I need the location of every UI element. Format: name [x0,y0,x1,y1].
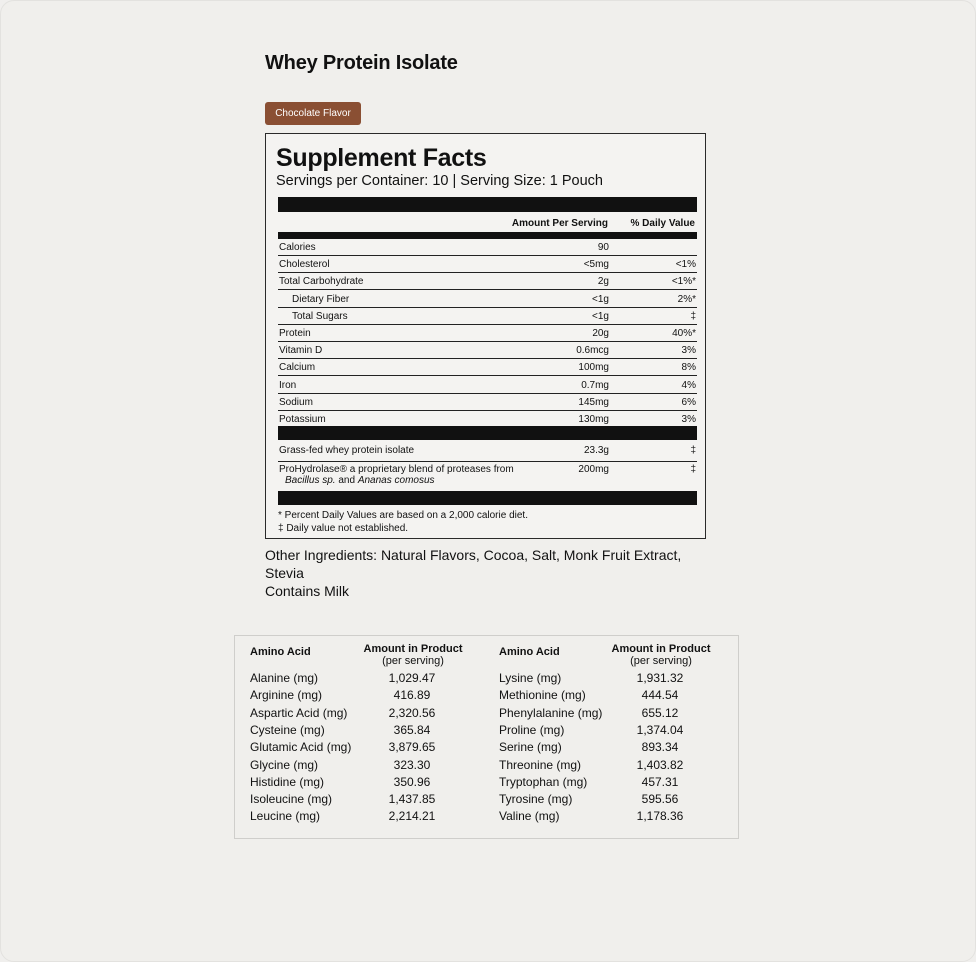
thick-divider [278,426,697,440]
nutrient-name: Calories [279,242,316,253]
nutrient-row [278,273,697,290]
amino-acid-value: 893.34 [641,740,679,755]
amino-acid-name: Phenylalanine (mg) [499,705,603,720]
nutrient-row [278,394,697,411]
nutrient-daily-value: ‡ [690,310,696,322]
nutrient-name: Total Sugars [292,310,348,322]
amino-acid-value: 444.54 [641,688,679,703]
nutrient-daily-value: 8% [681,362,696,374]
footnote-percent: * Percent Daily Values are based on a 2,000 calorie diet. [278,510,528,521]
nutrient-amount: 0.7mg [581,379,609,391]
nutrient-name: Calcium [279,362,316,374]
blend-name-connector: and [335,475,358,486]
thick-divider [278,491,697,505]
thick-divider [278,197,697,212]
nutrient-daily-value: 40%* [672,328,696,339]
amino-acid-name: Lysine (mg) [499,671,562,685]
amino-acid-value: 1,374.04 [636,722,684,737]
amino-acid-name: Tyrosine (mg) [499,792,573,807]
amino-acid-name: Aspartic Acid (mg) [250,705,348,720]
nutrient-row [278,377,697,394]
amino-col-amount-title: Amount in Product [363,643,463,655]
nutrient-name: Sodium [279,396,313,408]
amino-acid-value: 1,931.32 [636,671,684,685]
amino-acid-value: 416.89 [393,688,431,703]
amino-acid-name: Histidine (mg) [250,774,325,789]
amino-col-amount-header [601,643,721,667]
nutrient-daily-value: 3% [681,414,696,425]
amino-col-amount-sub: (per serving) [630,655,692,667]
nutrient-name: Protein [279,328,311,339]
blend-amount: 200mg [578,464,609,475]
amino-acid-name: Valine (mg) [499,809,560,824]
nutrient-amount: 145mg [578,396,609,408]
nutrient-row [278,291,697,308]
footnote-dagger: ‡ Daily value not established. [278,523,409,534]
amino-acid-value: 1,029.47 [388,671,436,685]
amino-col-acid-header: Amino Acid [499,646,560,658]
nutrient-name: Iron [279,379,297,391]
nutrient-name: Potassium [279,414,326,425]
blend-name-species: Bacillus sp. [285,475,336,486]
amino-col-amount-header [353,643,473,667]
blend-row [278,445,697,462]
amino-acid-value: 1,178.36 [636,809,684,824]
flavor-badge[interactable]: Chocolate Flavor [265,102,361,125]
blend-dv: ‡ [690,464,696,475]
blend-name-line1: ProHydrolase® a proprietary blend of proteases from [279,464,514,475]
nutrient-daily-value: 4% [681,379,696,391]
nutrient-daily-value: <1% [675,259,696,271]
amino-acid-value: 365.84 [393,722,431,737]
nutrient-amount: 130mg [578,414,609,425]
nutrient-row [278,239,697,256]
amino-acid-value: 350.96 [393,774,431,789]
amino-acid-name: Methionine (mg) [499,688,586,703]
nutrient-daily-value: <1%* [671,276,696,288]
nutrient-row [278,325,697,342]
nutrient-amount: 100mg [578,362,609,374]
nutrient-amount: <1g [592,310,609,322]
amino-acid-value: 2,320.56 [388,705,436,720]
amino-acid-name: Serine (mg) [499,740,562,755]
amino-acid-name: Alanine (mg) [250,671,319,685]
supplement-facts-heading: Supplement Facts [276,144,487,172]
amino-acid-value: 595.56 [641,792,679,807]
blend-name-species: Ananas comosus [357,475,435,486]
blend-amount: 23.3g [583,445,609,456]
amino-acid-value: 1,437.85 [388,792,436,807]
nutrient-row [278,359,697,376]
amino-acid-name: Tryptophan (mg) [499,774,588,789]
nutrient-row [278,342,697,359]
nutrient-amount: 20g [592,328,609,339]
nutrient-daily-value: 2%* [677,293,696,305]
nutrient-daily-value: 3% [681,345,696,357]
amino-acid-name: Proline (mg) [499,722,565,737]
supplement-facts-panel [265,133,706,539]
nutrient-name: Total Carbohydrate [279,276,364,288]
allergen-statement: Contains Milk [265,583,350,599]
amino-acid-value: 323.30 [393,757,431,772]
amino-col-acid-header: Amino Acid [250,646,311,658]
amino-acid-name: Cysteine (mg) [250,722,325,737]
col-amount-header: Amount Per Serving [511,218,608,229]
amino-acid-value: 2,214.21 [388,809,436,824]
medium-divider [278,232,697,239]
nutrient-amount: 2g [597,276,609,288]
nutrient-amount: 90 [597,242,609,253]
nutrient-amount: <1g [592,293,609,305]
amino-acid-value: 655.12 [641,705,679,720]
nutrient-row [278,308,697,325]
nutrient-amount: <5mg [583,259,609,271]
nutrient-amount: 0.6mcg [576,345,609,357]
amino-acid-name: Threonine (mg) [499,757,582,772]
amino-acid-name: Arginine (mg) [250,688,323,703]
other-ingredients [265,546,685,600]
amino-col-amount-title: Amount in Product [611,643,711,655]
amino-acid-name: Glycine (mg) [250,757,319,772]
amino-acid-value: 1,403.82 [636,757,684,772]
amino-acid-name: Leucine (mg) [250,809,321,824]
nutrient-name: Cholesterol [279,259,330,271]
amino-acid-name: Isoleucine (mg) [250,792,333,807]
blend-name [279,464,514,486]
nutrient-name: Vitamin D [279,345,323,357]
amino-acid-value: 457.31 [641,774,679,789]
blend-name: Grass-fed whey protein isolate [279,445,415,456]
product-title: Whey Protein Isolate [265,52,458,74]
blend-dv: ‡ [690,445,696,456]
nutrient-daily-value: 6% [681,396,696,408]
amino-acid-value: 3,879.65 [388,740,436,755]
amino-acid-table [234,635,739,839]
nutrient-name: Dietary Fiber [292,293,350,305]
nutrient-row [278,256,697,273]
serving-info: Servings per Container: 10 | Serving Size: 1 Pouch [276,173,603,189]
amino-acid-name: Glutamic Acid (mg) [250,740,352,755]
other-ingredients-text: Other Ingredients: Natural Flavors, Cocoa, Salt, Monk Fruit Extract, Stevia [265,547,682,581]
amino-col-amount-sub: (per serving) [382,655,444,667]
blend-row [278,464,697,488]
col-dv-header: % Daily Value [630,218,695,229]
